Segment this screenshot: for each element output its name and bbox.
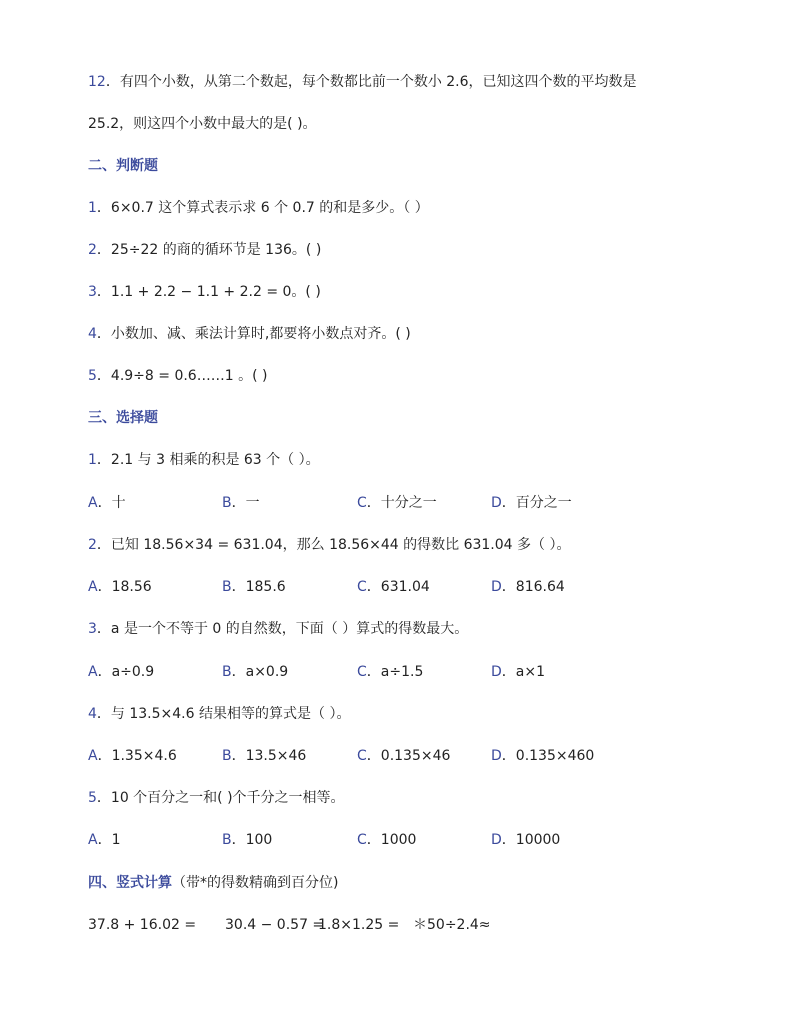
section-title-judge: 二、判断题 xyxy=(88,158,158,174)
option-c[interactable]: C．a÷1.5 xyxy=(357,664,424,680)
section-title-choice: 三、选择题 xyxy=(88,410,158,426)
option-c[interactable]: C．631.04 xyxy=(357,579,430,595)
choice-2-options xyxy=(88,577,708,597)
calc-problem-1: 37.8 + 16.02 = xyxy=(88,917,197,933)
judge-item-1 xyxy=(88,198,429,218)
question-number: 3 xyxy=(88,621,97,637)
option-d[interactable]: D．10000 xyxy=(491,832,561,848)
question-number: 5 xyxy=(88,368,97,384)
question-text: ．10 个百分之一和( )个千分之一相等。 xyxy=(96,790,345,806)
calc-problem-3: 1.8×1.25 = xyxy=(318,917,400,933)
question-text: ．小数加、减、乘法计算时,都要将小数点对齐。( ) xyxy=(96,326,411,342)
section-note: （带*的得数精确到百分位) xyxy=(172,875,339,891)
question-12-line-2: 25.2，则这四个小数中最大的是( )。 xyxy=(88,116,317,132)
option-a[interactable]: A．1.35×4.6 xyxy=(88,748,177,764)
choice-5-options xyxy=(88,830,708,850)
option-c[interactable]: C．十分之一 xyxy=(357,495,437,511)
option-a[interactable]: A．1 xyxy=(88,832,121,848)
section-title-calc xyxy=(88,873,338,893)
question-text: ．已知 18.56×34 = 631.04，那么 18.56×44 的得数比 631.04 多（ ）。 xyxy=(96,537,571,553)
question-number: 12 xyxy=(88,74,106,90)
option-d[interactable]: D．816.64 xyxy=(491,579,565,595)
option-d[interactable]: D．百分之一 xyxy=(491,495,572,511)
calc-problem-2: 30.4 − 0.57 = xyxy=(225,917,325,933)
question-text: ．25÷22 的商的循环节是 136。( ) xyxy=(96,242,322,258)
choice-3-options xyxy=(88,662,708,682)
question-12-line-1 xyxy=(88,72,637,92)
judge-item-3 xyxy=(88,282,321,302)
option-d[interactable]: D．0.135×460 xyxy=(491,748,595,764)
question-number: 4 xyxy=(88,706,97,722)
option-d[interactable]: D．a×1 xyxy=(491,664,545,680)
question-text: ．2.1 与 3 相乘的积是 63 个（ ）。 xyxy=(96,452,320,468)
judge-item-4 xyxy=(88,324,411,344)
option-b[interactable]: B．185.6 xyxy=(222,579,286,595)
choice-1-options xyxy=(88,493,708,513)
question-text: ．1.1 + 2.2 − 1.1 + 2.2 = 0。( ) xyxy=(96,284,321,300)
question-number: 2 xyxy=(88,537,97,553)
question-text: ．6×0.7 这个算式表示求 6 个 0.7 的和是多少。（ ） xyxy=(96,200,429,216)
judge-item-5 xyxy=(88,366,267,386)
section-title-text: 四、竖式计算 xyxy=(88,875,172,891)
question-text: ．a 是一个不等于 0 的自然数，下面（ ）算式的得数最大。 xyxy=(96,621,469,637)
option-b[interactable]: B．13.5×46 xyxy=(222,748,307,764)
question-number: 1 xyxy=(88,452,97,468)
question-number: 4 xyxy=(88,326,97,342)
option-c[interactable]: C．0.135×46 xyxy=(357,748,451,764)
calc-problem-4: ＊50÷2.4≈ xyxy=(413,917,491,933)
judge-item-2 xyxy=(88,240,321,260)
option-b[interactable]: B．a×0.9 xyxy=(222,664,289,680)
choice-item-3 xyxy=(88,619,468,639)
choice-item-4 xyxy=(88,704,350,724)
option-a[interactable]: A．a÷0.9 xyxy=(88,664,155,680)
option-a[interactable]: A．18.56 xyxy=(88,579,152,595)
option-b[interactable]: B．一 xyxy=(222,495,260,511)
option-c[interactable]: C．1000 xyxy=(357,832,417,848)
question-text: ．与 13.5×4.6 结果相等的算式是（ ）。 xyxy=(96,706,351,722)
choice-item-1 xyxy=(88,450,320,470)
choice-item-2 xyxy=(88,535,570,555)
question-text: ．有四个小数，从第二个数起，每个数都比前一个数小 2.6，已知这四个数的平均数是 xyxy=(105,74,637,90)
choice-item-5 xyxy=(88,788,345,808)
question-number: 5 xyxy=(88,790,97,806)
question-text: ．4.9÷8 = 0.6……1 。( ) xyxy=(96,368,268,384)
choice-4-options xyxy=(88,746,708,766)
question-number: 2 xyxy=(88,242,97,258)
option-a[interactable]: A．十 xyxy=(88,495,126,511)
question-number: 1 xyxy=(88,200,97,216)
option-b[interactable]: B．100 xyxy=(222,832,273,848)
calc-problems xyxy=(88,915,708,935)
question-number: 3 xyxy=(88,284,97,300)
